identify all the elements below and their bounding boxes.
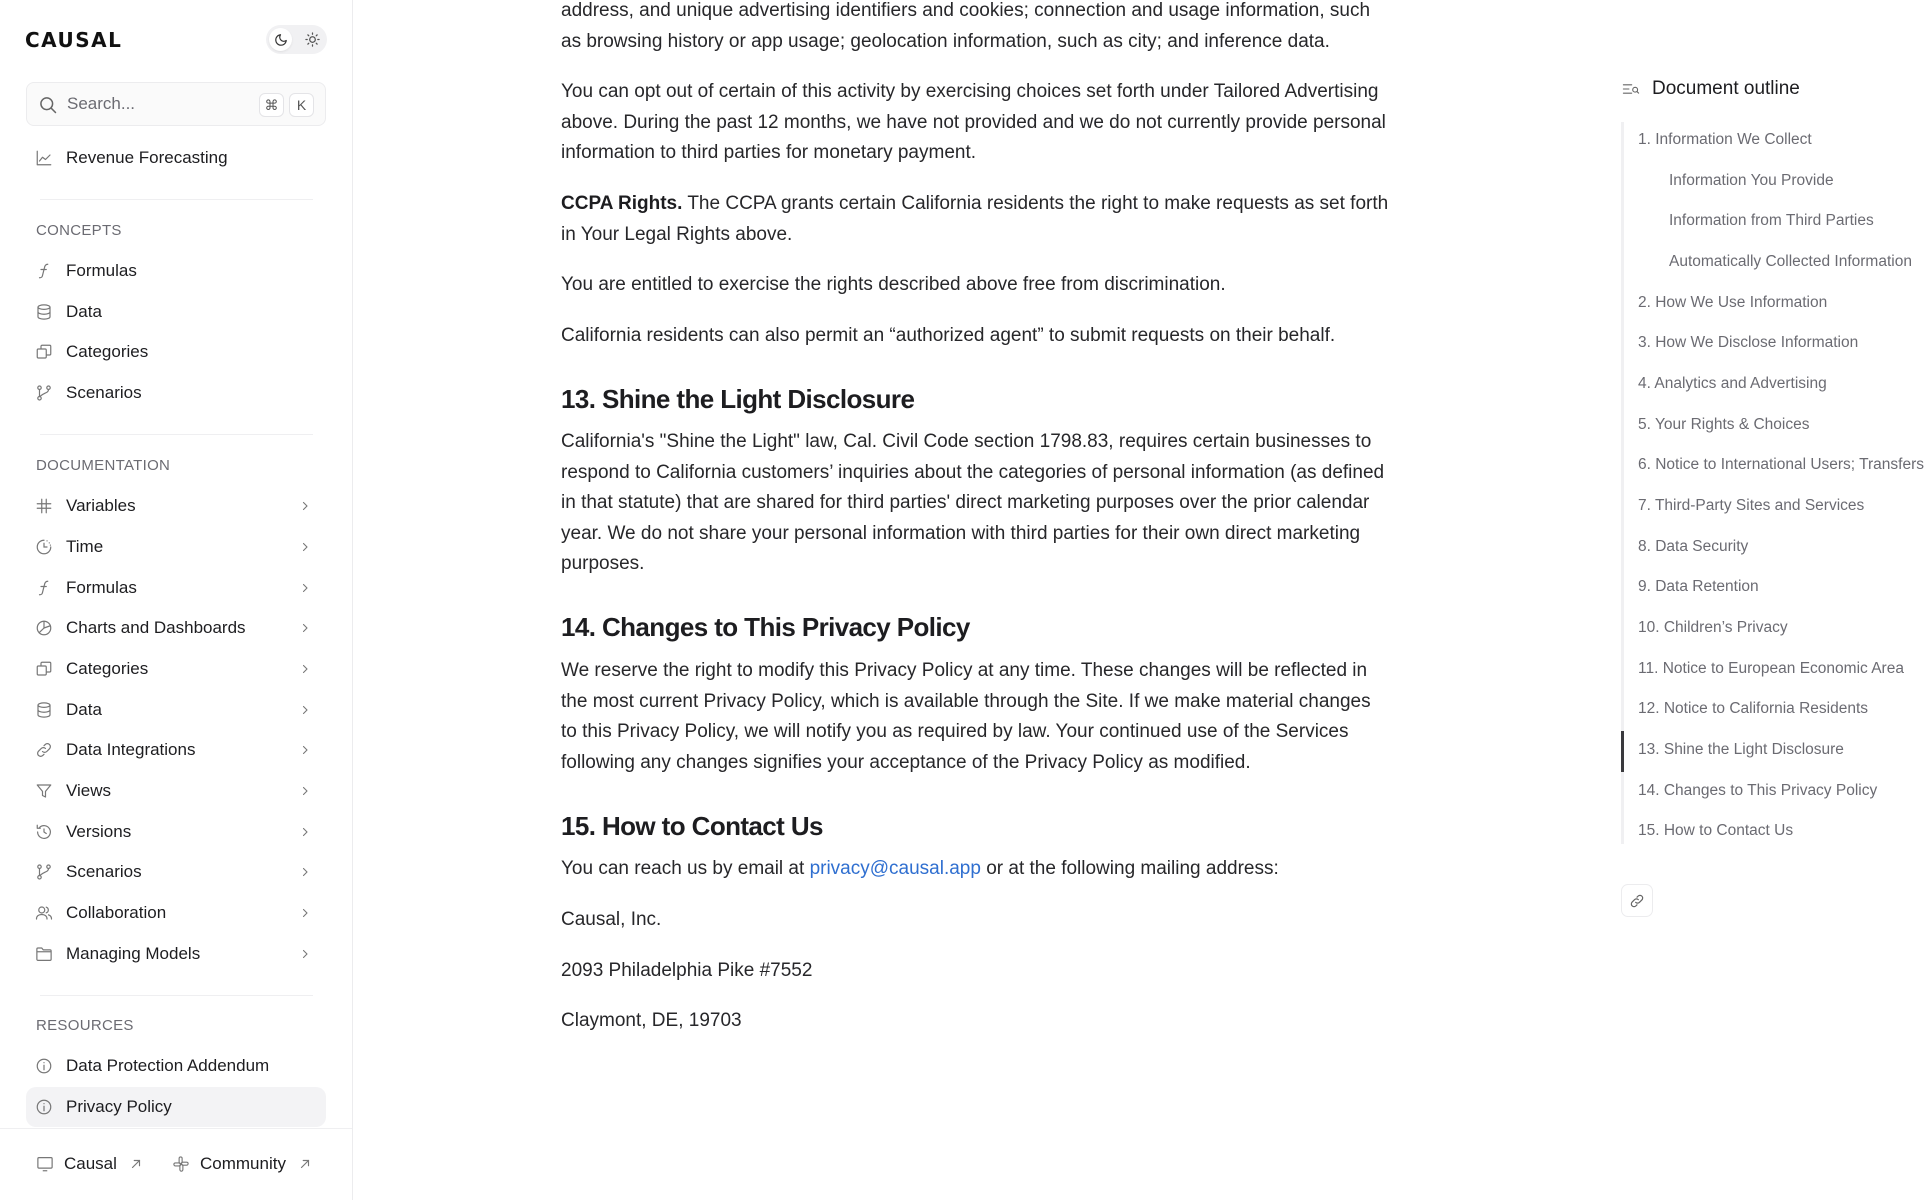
git-branch-icon xyxy=(35,384,53,402)
function-icon xyxy=(35,579,53,597)
copy-link-button[interactable] xyxy=(1621,884,1653,917)
outline-item-active[interactable]: 13. Shine the Light Disclosure xyxy=(1638,741,1844,758)
sidebar-item-concepts-categories[interactable] xyxy=(26,332,326,372)
sidebar-item-concepts-scenarios[interactable] xyxy=(26,373,326,413)
outline-item[interactable]: 8. Data Security xyxy=(1638,538,1749,555)
outline-item[interactable]: 4. Analytics and Advertising xyxy=(1638,375,1827,392)
line-chart-icon xyxy=(35,149,53,167)
sidebar-item-managing-models[interactable] xyxy=(26,934,326,974)
sidebar-divider xyxy=(40,199,313,200)
outline-active-indicator xyxy=(1621,731,1624,772)
sidebar-divider xyxy=(40,995,313,996)
outline-search-icon xyxy=(1622,82,1640,96)
outline-item[interactable]: 15. How to Contact Us xyxy=(1638,822,1794,839)
chevron-right-icon xyxy=(299,907,311,919)
outline-item[interactable]: 5. Your Rights & Choices xyxy=(1638,416,1810,433)
link-icon xyxy=(35,741,53,759)
sidebar-item-privacy-policy[interactable] xyxy=(26,1087,326,1127)
sidebar-item-concepts-formulas[interactable] xyxy=(26,251,326,291)
copy-icon xyxy=(35,660,53,678)
section-heading-14: 14. Changes to This Privacy Policy xyxy=(561,612,970,642)
sidebar-item-label: Managing Models xyxy=(66,944,201,963)
section-label-documentation: DOCUMENTATION xyxy=(36,457,171,474)
theme-toggle[interactable] xyxy=(266,25,327,54)
sidebar-item-data-protection-addendum[interactable] xyxy=(26,1046,326,1086)
sidebar-item-time[interactable] xyxy=(26,527,326,567)
paragraph-contact xyxy=(561,854,1391,885)
sidebar-item-label: Data xyxy=(66,302,102,321)
footer-link-label: Causal xyxy=(64,1154,117,1173)
moon-icon xyxy=(274,33,288,47)
outline-title: Document outline xyxy=(1652,78,1800,99)
sidebar-item-label: Views xyxy=(66,781,112,800)
history-icon xyxy=(35,823,53,841)
address-city: Claymont, DE, 19703 xyxy=(561,1010,742,1031)
outline-item[interactable]: 3. How We Disclose Information xyxy=(1638,334,1859,351)
hash-icon xyxy=(35,497,53,515)
sidebar-item-label: Revenue Forecasting xyxy=(66,148,228,167)
copy-icon xyxy=(35,343,53,361)
chevron-right-icon xyxy=(299,500,311,512)
chevron-right-icon xyxy=(299,541,311,553)
sidebar-item-variables[interactable] xyxy=(26,486,326,526)
dark-mode-button[interactable] xyxy=(269,28,292,51)
folder-icon xyxy=(35,945,53,963)
sidebar-item-label: Categories xyxy=(66,659,149,678)
contact-text: or at the following mailing address: xyxy=(980,858,1279,879)
link-icon xyxy=(1629,893,1645,909)
address-company: Causal, Inc. xyxy=(561,909,662,930)
clock-icon xyxy=(35,538,53,556)
sidebar-item-label: Data xyxy=(66,700,102,719)
shortcut-k-key: K xyxy=(289,93,314,117)
sidebar-item-views[interactable] xyxy=(26,771,326,811)
sidebar-item-label: Versions xyxy=(66,822,132,841)
light-mode-button[interactable] xyxy=(301,28,324,51)
section-label-resources: RESOURCES xyxy=(36,1017,134,1034)
sidebar-item-scenarios[interactable] xyxy=(26,852,326,892)
outline-item[interactable]: Information from Third Parties xyxy=(1669,212,1874,229)
chevron-right-icon xyxy=(299,663,311,675)
outline-item[interactable]: 7. Third-Party Sites and Services xyxy=(1638,497,1865,514)
paragraph: You can opt out of certain of this activity by exercising choices set forth under Tailored Advertising above. During the past 12 months, we have not provided and we do not currently provide personal information to third parties for monetary payment. xyxy=(561,81,1386,164)
sidebar-item-label: Collaboration xyxy=(66,903,167,922)
paragraph: California residents can also permit an “authorized agent” to submit requests on their behalf. xyxy=(561,325,1336,346)
filter-icon xyxy=(35,782,53,800)
footer-link-causal[interactable] xyxy=(36,1149,143,1179)
chevron-right-icon xyxy=(299,866,311,878)
external-arrow-icon xyxy=(298,1157,312,1171)
paragraph: We reserve the right to modify this Privacy Policy at any time. These changes will be reflected in the most current Privacy Policy, which is available through the Site. If we make material changes to this Privacy Policy, we will notify you as required by law. Your continued use of the Services following any changes signifies your acceptance of the Privacy Policy as modified. xyxy=(561,660,1371,773)
sun-icon xyxy=(305,32,320,47)
sidebar-item-data-integrations[interactable] xyxy=(26,730,326,770)
outline-header xyxy=(1622,78,1800,100)
chevron-right-icon xyxy=(299,582,311,594)
section-label-concepts: CONCEPTS xyxy=(36,222,122,239)
paragraph: address, and unique advertising identifiers and cookies; connection and usage information, such as browsing history or app usage; geolocation information, such as city; and inference data. xyxy=(561,0,1371,52)
slack-icon xyxy=(172,1155,190,1173)
git-branch-icon xyxy=(35,863,53,881)
sidebar-item-label: Formulas xyxy=(66,261,137,280)
info-icon xyxy=(35,1098,53,1116)
search-box[interactable] xyxy=(26,82,326,126)
chevron-right-icon xyxy=(299,704,311,716)
shortcut-cmd-key: ⌘ xyxy=(259,93,284,117)
sidebar-item-label: Data Integrations xyxy=(66,740,196,759)
causal-logo[interactable]: CAUSAL xyxy=(25,28,123,52)
address-street: 2093 Philadelphia Pike #7552 xyxy=(561,960,813,981)
chevron-right-icon xyxy=(299,622,311,634)
chevron-right-icon xyxy=(299,785,311,797)
paragraph: California's "Shine the Light" law, Cal. Civil Code section 1798.83, requires certain businesses to respond to California customers’ inquiries about the categories of personal information (as defined in that statute) that are shared for third parties' direct marketing purposes over the prior calendar year. We do not share your personal information with third parties for their own direct marketing purposes. xyxy=(561,431,1385,575)
sidebar-item-charts-and-dashboards[interactable] xyxy=(26,608,326,648)
database-icon xyxy=(35,701,53,719)
outline-item[interactable]: 6. Notice to International Users; Transfers xyxy=(1638,456,1924,473)
chevron-right-icon xyxy=(299,826,311,838)
footer-divider xyxy=(0,1128,352,1129)
sidebar-item-versions[interactable] xyxy=(26,812,326,852)
footer-link-community[interactable] xyxy=(172,1149,312,1179)
chevron-right-icon xyxy=(299,948,311,960)
outline-item[interactable]: 9. Data Retention xyxy=(1638,578,1759,595)
database-icon xyxy=(35,303,53,321)
outline-item[interactable]: 11. Notice to European Economic Area xyxy=(1638,660,1904,677)
footer-link-label: Community xyxy=(200,1154,286,1173)
section-heading-15: 15. How to Contact Us xyxy=(561,811,823,841)
sidebar-item-label: Scenarios xyxy=(66,383,142,402)
email-link[interactable]: privacy@causal.app xyxy=(809,858,981,879)
paragraph-ccpa-rights xyxy=(561,189,1391,250)
ccpa-rights-text: The CCPA grants certain California residents the right to make requests as set forth in Your Legal Rights above. xyxy=(561,193,1389,245)
outline-item[interactable]: Automatically Collected Information xyxy=(1669,253,1912,270)
sidebar-item-categories[interactable] xyxy=(26,649,326,689)
outline-item[interactable]: 12. Notice to California Residents xyxy=(1638,700,1869,717)
paragraph: You are entitled to exercise the rights described above free from discrimination. xyxy=(561,274,1226,295)
sidebar-item-label: Formulas xyxy=(66,578,137,597)
monitor-icon xyxy=(36,1155,54,1173)
outline-item[interactable]: 14. Changes to This Privacy Policy xyxy=(1638,782,1878,799)
section-heading-13: 13. Shine the Light Disclosure xyxy=(561,384,915,414)
sidebar-item-label: Data Protection Addendum xyxy=(66,1056,270,1075)
sidebar-divider xyxy=(40,434,313,435)
search-input[interactable] xyxy=(67,83,267,125)
sidebar-item-label: Charts and Dashboards xyxy=(66,618,246,637)
chevron-right-icon xyxy=(299,744,311,756)
sidebar-item-label: Time xyxy=(66,537,104,556)
outline-item[interactable]: 10. Children’s Privacy xyxy=(1638,619,1788,636)
pie-chart-icon xyxy=(35,619,53,637)
sidebar-item-revenue-forecasting[interactable] xyxy=(26,138,326,178)
info-icon xyxy=(35,1057,53,1075)
sidebar-item-data[interactable] xyxy=(26,690,326,730)
outline-item[interactable]: Information You Provide xyxy=(1669,172,1834,189)
outline-item[interactable]: 2. How We Use Information xyxy=(1638,294,1828,311)
sidebar-item-label: Privacy Policy xyxy=(66,1097,172,1116)
sidebar-item-collaboration[interactable] xyxy=(26,893,326,933)
outline-item[interactable]: 1. Information We Collect xyxy=(1638,131,1812,148)
sidebar-item-concepts-data[interactable] xyxy=(26,292,326,332)
sidebar-item-label: Scenarios xyxy=(66,862,142,881)
users-icon xyxy=(35,904,53,922)
sidebar-item-formulas[interactable] xyxy=(26,568,326,608)
sidebar-item-label: Categories xyxy=(66,342,149,361)
search-icon xyxy=(38,95,58,115)
sidebar xyxy=(0,0,353,1200)
ccpa-rights-label: CCPA Rights. xyxy=(561,193,683,214)
external-arrow-icon xyxy=(129,1157,143,1171)
sidebar-item-label: Variables xyxy=(66,496,136,515)
contact-text: You can reach us by email at xyxy=(561,858,810,879)
function-icon xyxy=(35,262,53,280)
